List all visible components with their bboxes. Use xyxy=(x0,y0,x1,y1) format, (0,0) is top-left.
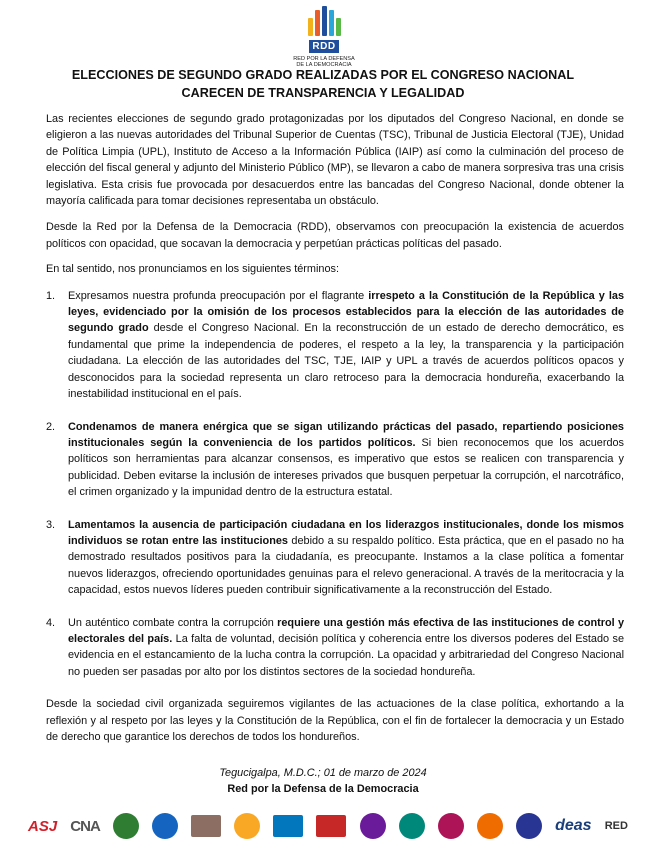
partner-logos xyxy=(28,808,628,844)
list-number: 2. xyxy=(46,420,56,433)
partner-logo-icon xyxy=(477,813,503,839)
partner-logo-icon xyxy=(438,813,464,839)
partner-logo-icon xyxy=(360,813,386,839)
partner-logo-icon xyxy=(191,815,221,837)
partner-logo-icon xyxy=(316,815,346,837)
cna-logo: CNA xyxy=(70,817,100,835)
list-bold: requiere una gestión más efectiva de las instituciones de control y electorales del país. xyxy=(68,616,624,645)
logo-bar-3 xyxy=(322,6,327,36)
list-item xyxy=(46,288,624,403)
list-rest: La falta de voluntad, decisión política y coherencia entre los diversos poderes del Estado se evidencia en el estancamiento de la lucha contra la corrupción. La opacidad y arbitrariedad del Congreso Nacional no pueden ser pasadas por alto por los distintos sectores de la sociedad hondureña. xyxy=(68,632,625,678)
document-body xyxy=(46,111,624,745)
list-number: 1. xyxy=(46,289,56,302)
signature-org: Red por la Defensa de la Democracia xyxy=(227,783,419,795)
list-lead: Un auténtico combate contra la corrupción xyxy=(68,616,278,629)
rdd-logo xyxy=(289,6,359,68)
partner-logo-icon xyxy=(234,813,260,839)
intro-paragraph: Las recientes elecciones de segundo grado protagonizadas por los diputados del Congreso Nacional, en donde se eligieron a las nuevas autoridades del Tribunal Superior de Cuentas (TSC), Tribunal de Justicia Electoral (TJE), Unidad de Política Limpia (UPL), Instituto de Acceso a la Información Pública (IAIP) así como la culminación del proceso de elección del fiscal general y adjunto del Ministerio Público (MP), se llevaron a cabo de manera sorpresiva tras una crisis legislativa. Esta crisis fue provocada por desacuerdos entre las bancadas del Congreso Nacional, donde obtener la mayoría calificada para tomar decisiones representaba un obstáculo. xyxy=(46,113,624,208)
logo-bar-5 xyxy=(336,18,341,36)
logo-text-line2: DE LA DEMOCRACIA xyxy=(296,62,352,68)
list-item xyxy=(46,615,624,681)
title-line2: CARECEN DE TRANSPARENCIA Y LEGALIDAD xyxy=(181,86,465,100)
list-number: 4. xyxy=(46,616,56,629)
list-rest: desde el Congreso Nacional. En la reconstrucción de un estado de derecho democrático, es fundamental que prime la independencia de poderes, el respeto a la ley, la transparencia y la participación ciudadana. La elección de las autoridades del TSC, TJE, IAIP y UPL a través de acuerdos políticos opacos y desconocidos para la sociedad representa un claro retroceso para la democracia hondureña, exacerbando la inestabilidad institucional en el país. xyxy=(68,322,625,401)
partner-logo-icon xyxy=(113,813,139,839)
logo-mark: RDD xyxy=(309,40,338,53)
concern-paragraph: Desde la Red por la Defensa de la Democracia (RDD), observamos con preocupación la existencia de acuerdos políticos con opacidad, que socavan la democracia y perpetúan prácticas políticas del pasado. xyxy=(46,221,624,250)
logo-bar-4 xyxy=(329,10,334,36)
list-text xyxy=(68,615,624,681)
list-text xyxy=(68,419,624,501)
logo-text-line1: RED POR LA DEFENSA xyxy=(293,56,355,62)
list-rest: Si bien reconocemos que los acuerdos políticos son herramientas para alcanzar consensos, es imperativo que estos se realicen con transparencia y publicidad. Deben evitarse la inclusión de intereses privados que busquen perpetuar la corrupción, el narcotráfico, el crimen organizado y la impunidad dentro de la estructura estatal. xyxy=(68,436,624,499)
closing-paragraph: Desde la sociedad civil organizada seguiremos vigilantes de las actuaciones de la clase política, exhortando a la reflexión y al respeto por las leyes y la Constitución de la República, con el fin de fortalecer la democracia y un Estado de derecho que garantice los derechos de todos los hondureños. xyxy=(46,698,624,743)
list-bold: Condenamos de manera enérgica que se sigan utilizando prácticas del pasado, repartiendo posiciones institucionales según la conveniencia de los partidos políticos. xyxy=(68,420,624,449)
list-rest: debido a su respaldo político. Esta práctica, que en el pasado no ha demostrado resultados positivos para la ciudadanía, es preocupante. Instamos a la clase política a fomentar nuevos liderazgos, ofreciendo oportunidades genuinas para el relevo generacional. A través de la meritocracia y la capacidad, estos nuevos líderes pueden contribuir significativamente a la reconstrucción del Estado. xyxy=(68,534,624,597)
list-text xyxy=(68,288,624,403)
logo-bar-2 xyxy=(315,10,320,36)
list-item xyxy=(46,419,624,501)
partner-logo-icon xyxy=(273,815,303,837)
list-bold: irrespeto a la Constitución de la República y las leyes, evidenciado por la omisión de los procesos establecidos para la elección de las autoridades de segundo grado xyxy=(68,289,625,335)
logo-bar-1 xyxy=(308,18,313,36)
asj-logo: ASJ xyxy=(28,817,58,835)
red-logo: RED xyxy=(604,820,628,832)
document-title xyxy=(20,66,626,102)
list-bold: Lamentamos la ausencia de participación ciudadana en los liderazgos institucionales, donde los mismos individuos se rotan entre las instituciones xyxy=(68,518,624,547)
partner-logo-icon xyxy=(399,813,425,839)
title-line1: ELECCIONES DE SEGUNDO GRADO REALIZADAS POR EL CONGRESO NACIONAL xyxy=(71,68,575,82)
partner-logo-icon xyxy=(152,813,178,839)
terms-paragraph: En tal sentido, nos pronunciamos en los siguientes términos: xyxy=(46,263,339,276)
logo-bars xyxy=(289,6,359,36)
place-date: Tegucigalpa, M.D.C.; 01 de marzo de 2024 xyxy=(219,767,427,779)
partner-logo-icon xyxy=(516,813,542,839)
list-number: 3. xyxy=(46,518,56,531)
list-lead: Expresamos nuestra profunda preocupación por el flagrante xyxy=(68,289,369,302)
list-text xyxy=(68,517,624,599)
list-item xyxy=(46,517,624,599)
deas-logo: deas xyxy=(555,817,592,834)
signature-block xyxy=(0,765,646,797)
